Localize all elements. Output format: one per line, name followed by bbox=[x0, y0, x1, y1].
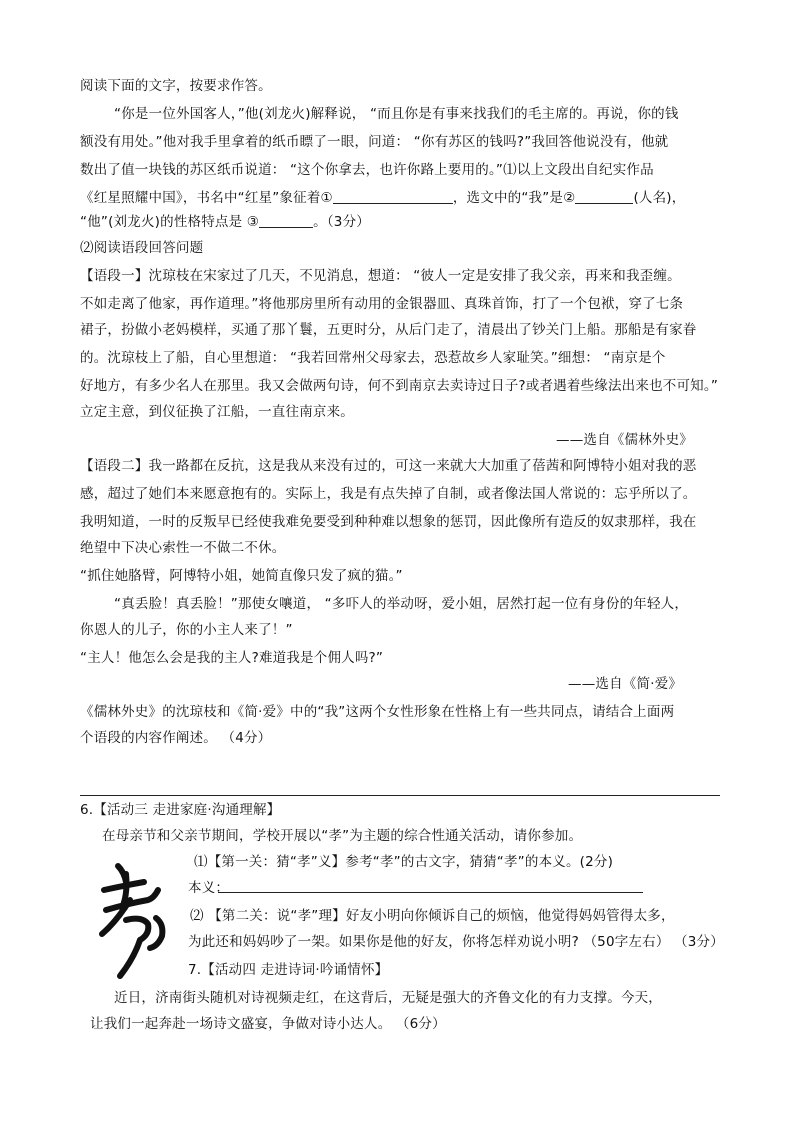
excerpt-line: 的。沈琼枝上了船，自心里想道： “我若回常州父母家去，恐惹故乡人家耻笑。”细想： “南京是个 bbox=[80, 350, 666, 366]
passage-line: “你是一位外国客人，”他(刘龙火)解释说， “而且你是有事来找我们的毛主席的。再说，你的钱 bbox=[114, 106, 679, 122]
excerpt-line: 【语段二】我一路都在反抗，这是我从来没有过的，可这一来就大大加重了蓓茜和阿博特小姐对我的恶 bbox=[80, 458, 697, 474]
section-title: 7.【活动四 走进诗词·吟诵情怀】 bbox=[188, 962, 389, 978]
answer-blank-3[interactable] bbox=[259, 213, 313, 228]
excerpt-source: ——选自《儒林外史》 bbox=[556, 432, 693, 448]
excerpt-line: 你恩人的儿子，你的小主人来了！” bbox=[80, 622, 293, 638]
sub-question: 为此还和妈妈吵了一架。如果你是他的好友，你将怎样劝说小明? （50字左右） （3分） bbox=[188, 934, 724, 950]
excerpt-line: 【语段一】沈琼枝在宋家过了几天，不见消息，想道： “彼人一定是安排了我父亲，再来和我歪缠。 bbox=[80, 268, 681, 284]
section-divider bbox=[80, 795, 720, 796]
answer-blank-1[interactable] bbox=[333, 189, 453, 204]
question-text: (人名)， bbox=[633, 190, 686, 206]
answer-blank-2[interactable] bbox=[575, 189, 633, 204]
excerpt-line: “抓住她胳臂，阿博特小姐，她简直像只发了疯的猫。” bbox=[80, 568, 403, 584]
sub-question: ⑵ 【第二关：说“孝”理】好友小明向你倾诉自己的烦恼，他觉得妈妈管得太多， bbox=[190, 908, 675, 924]
excerpt-line: 感，超过了她们本来愿意抱有的。实际上，我是有点失掉了自制，或者像法国人常说的：忘乎所以了。 bbox=[80, 486, 697, 502]
excerpt-line: “真丢脸！真丢脸！”那使女嚷道， “多吓人的举动呀，爱小姐，居然打起一位有身份的年轻人， bbox=[114, 596, 689, 612]
passage-line: 数出了值一块钱的苏区纸币说道： “这个你拿去，也许你路上要用的。”⑴以上文段出自纪实作品 bbox=[80, 162, 654, 178]
answer-line[interactable] bbox=[218, 892, 643, 893]
section-intro: 近日，济南街头随机对诗视频走红，在这背后，无疑是强大的齐鲁文化的有力支撑。今天， bbox=[114, 990, 662, 1006]
section-intro: 在母亲节和父亲节期间，学校开展以“孝”为主题的综合性通关活动，请你参加。 bbox=[102, 828, 583, 844]
section-intro: 让我们一起奔赴一场诗文盛宴，争做对诗小达人。 （6分） bbox=[90, 1016, 446, 1032]
excerpt-line: 绝望中下决心索性一不做二不休。 bbox=[80, 540, 286, 556]
question-line: 《儒林外史》的沈琼枝和《简·爱》中的“我”这两个女性形象在性格上有一些共同点，请结合上面两 bbox=[80, 704, 675, 720]
question-heading: ⑵阅读语段回答问题 bbox=[80, 240, 204, 256]
answer-label: 本义： bbox=[188, 880, 230, 896]
question-line bbox=[80, 212, 370, 232]
sub-question: ⑴【第一关：猜“孝”义】参考“孝”的古文字，猜猜“孝”的本义。(2分) bbox=[194, 854, 614, 870]
excerpt-line: 我明知道，一时的反叛早已经使我难免要受到种种难以想象的惩罚，因此像所有造反的奴隶那样，我在 bbox=[80, 514, 697, 530]
excerpt-line: 好地方，有多少名人在那里。我又会做两句诗，何不到南京去卖诗过日子?或者遇着些缘法出来也不可知。” bbox=[80, 378, 719, 394]
question-line: 个语段的内容作阐述。 （4分） bbox=[80, 730, 272, 746]
question-text: 《红星照耀中国》，书名中“红星”象征着① bbox=[80, 190, 333, 206]
excerpt-line: “主人！他怎么会是我的主人?难道我是个佣人吗?” bbox=[80, 650, 384, 666]
excerpt-line: 立定主意，到仪征换了江船，一直往南京来。 bbox=[80, 404, 354, 420]
instruction-line: 阅读下面的文字，按要求作答。 bbox=[80, 78, 272, 94]
excerpt-source: ——选自《简·爱》 bbox=[568, 676, 683, 692]
section-title: 6.【活动三 走进家庭·沟通理解】 bbox=[80, 802, 281, 818]
question-text: 。（3分） bbox=[313, 214, 370, 230]
question-text: “他”(刘龙火)的性格特点是 ③ bbox=[80, 214, 260, 230]
ancient-xiao-character-icon bbox=[96, 860, 170, 980]
passage-line: 额没有用处。”他对我手里拿着的纸币瞟了一眼，问道： “你有苏区的钱吗?”我回答他说没有，他就 bbox=[80, 134, 669, 150]
question-text: ，选文中的“我”是② bbox=[452, 190, 576, 206]
question-line bbox=[80, 188, 685, 208]
excerpt-line: 不如走离了他家，再作道理。”将他那房里所有动用的金银器皿、真珠首饰，打了一个包袱，穿了七条 bbox=[80, 296, 684, 312]
excerpt-line: 裙子，扮做小老妈模样，买通了那丫鬟，五更时分，从后门走了，清晨出了钞关门上船。那船是有家眷 bbox=[80, 322, 697, 338]
